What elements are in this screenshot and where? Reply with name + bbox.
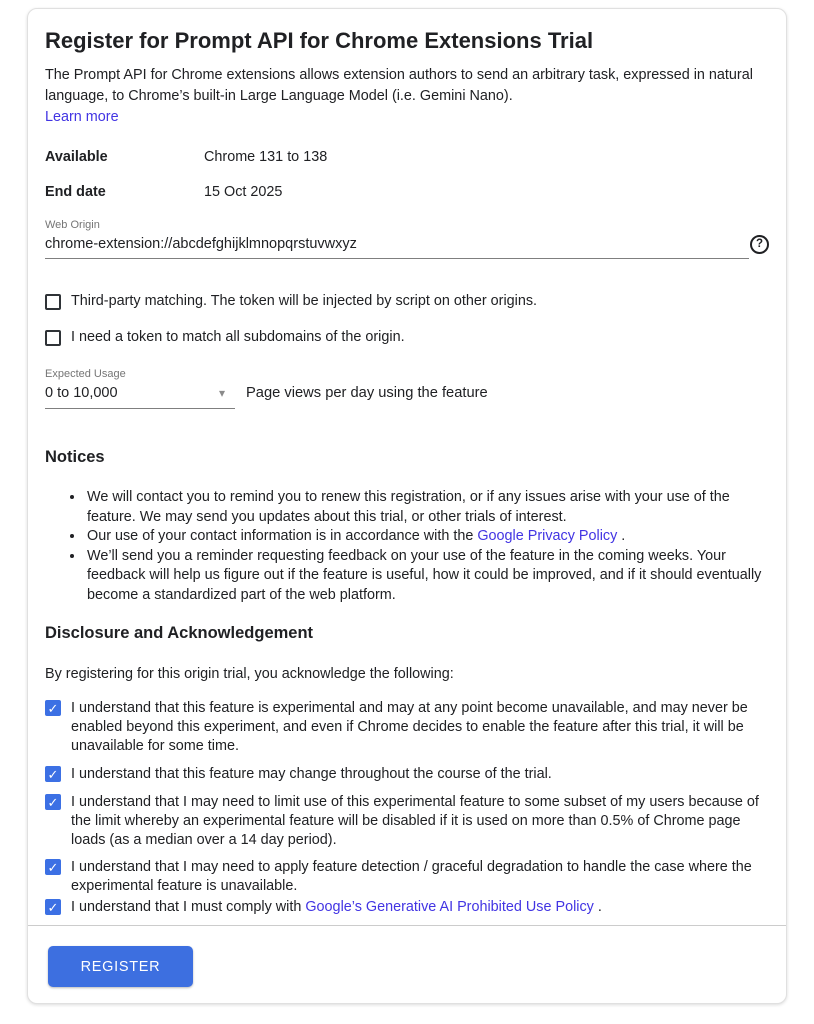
acknowledgement-checkbox-4[interactable]: [45, 859, 61, 875]
acknowledgement-text: I understand that this feature is experimental and may at any point become unavailable, and may never be enabled beyond this experiment, and even if Chrome decides to enable the feature after this trial, it will be unavailable for some time.: [71, 700, 748, 754]
available-row: [45, 149, 769, 165]
disclosure-intro: By registering for this origin trial, you acknowledge the following:: [45, 666, 454, 682]
acknowledgement-checkbox-1[interactable]: [45, 700, 61, 716]
notice-text: We’ll send you a reminder requesting feedback on your use of the feature in the coming weeks. Your feedback will help us figure out if the feature is useful, how it could be improved, and if it should eventually become a standardized part of the web platform.: [87, 547, 762, 603]
disclosure-heading: Disclosure and Acknowledgement: [45, 624, 314, 642]
web-origin-field: [45, 219, 769, 259]
acknowledgement-text: I understand that I may need to apply feature detection / graceful degradation to handle the case where the experimental feature is unavailable.: [71, 859, 752, 894]
notice-text: We will contact you to remind you to renew this registration, or if any issues arise with your use of the feature. We may send you updates about this trial, or other trials of interest.: [87, 489, 730, 525]
web-origin-input-row: [45, 234, 769, 259]
acknowledgement-text-prefix: I understand that I must comply with: [71, 899, 306, 915]
expected-usage-label: Expected Usage: [45, 368, 126, 380]
available-value: Chrome 131 to 138: [204, 149, 328, 165]
register-button[interactable]: REGISTER: [48, 946, 193, 987]
chevron-down-icon: ▾: [218, 386, 225, 400]
acknowledgement-text: I understand that I may need to limit use of this experimental feature to some subset of my users because of the limit whereby an experimental feature will be disabled if it is used on more than 0.5% of Chrome page loads (as a median over a 14 day period).: [71, 794, 759, 848]
available-label: Available: [45, 149, 108, 165]
third-party-matching-option: [45, 293, 769, 310]
acknowledgement-item: [45, 765, 769, 784]
check-icon: ✓: [47, 859, 59, 875]
subdomain-matching-label: I need a token to match all subdomains of the origin.: [71, 329, 405, 345]
acknowledgement-item: [45, 898, 769, 917]
acknowledgement-checkbox-5[interactable]: [45, 899, 61, 915]
third-party-matching-label: Third-party matching. The token will be injected by script on other origins.: [71, 293, 538, 309]
acknowledgement-text: [71, 898, 602, 917]
check-icon: ✓: [47, 899, 59, 915]
notice-text: Our use of your contact information is in accordance with the: [87, 528, 478, 544]
card-footer: [28, 925, 786, 1003]
end-date-row: [45, 184, 769, 200]
learn-more-link[interactable]: Learn more: [45, 109, 119, 125]
notice-item: [85, 547, 769, 606]
trial-description: The Prompt API for Chrome extensions allows extension authors to send an arbitrary task, expressed in natural language, to Chrome’s built-in Large Language Model (i.e. Gemini Nano).: [45, 67, 753, 104]
acknowledgement-text: I understand that this feature may change throughout the course of the trial.: [71, 766, 552, 782]
learn-more-row: [45, 107, 769, 128]
check-icon: ✓: [47, 700, 59, 716]
web-origin-input[interactable]: [45, 234, 749, 259]
acknowledgement-checkbox-2[interactable]: [45, 766, 61, 782]
card-content: [28, 9, 786, 925]
subdomain-matching-checkbox[interactable]: [45, 330, 61, 346]
end-date-label: End date: [45, 184, 106, 200]
acknowledgement-checkbox-3[interactable]: [45, 794, 61, 810]
notice-item: [85, 488, 769, 527]
notices-list: [45, 488, 769, 605]
question-mark-glyph: ?: [755, 237, 764, 250]
web-origin-label: Web Origin: [45, 219, 100, 231]
expected-usage-hint: Page views per day using the feature: [246, 385, 488, 401]
google-privacy-policy-link[interactable]: Google Privacy Policy: [477, 528, 618, 544]
subdomain-matching-option: [45, 329, 769, 346]
third-party-matching-checkbox[interactable]: [45, 294, 61, 310]
registration-card: [27, 8, 787, 1004]
notice-text: .: [617, 528, 626, 544]
acknowledgement-item: [45, 858, 769, 896]
end-date-value: 15 Oct 2025: [204, 184, 283, 200]
acknowledgement-item: [45, 699, 769, 756]
help-icon[interactable]: [750, 235, 769, 254]
acknowledgement-item: [45, 793, 769, 850]
expected-usage-row: [45, 384, 769, 409]
expected-usage-value: 0 to 10,000: [45, 385, 118, 401]
notice-item: [85, 527, 769, 547]
acknowledgement-text-suffix: .: [593, 899, 602, 915]
check-icon: ✓: [47, 794, 59, 810]
page-title: Register for Prompt API for Chrome Extensions Trial: [45, 28, 594, 53]
expected-usage-field: [45, 368, 769, 409]
check-icon: ✓: [47, 766, 59, 782]
notices-heading: Notices: [45, 448, 105, 466]
expected-usage-select[interactable]: [45, 384, 235, 409]
generative-ai-policy-link[interactable]: Google’s Generative AI Prohibited Use Policy: [305, 899, 594, 915]
